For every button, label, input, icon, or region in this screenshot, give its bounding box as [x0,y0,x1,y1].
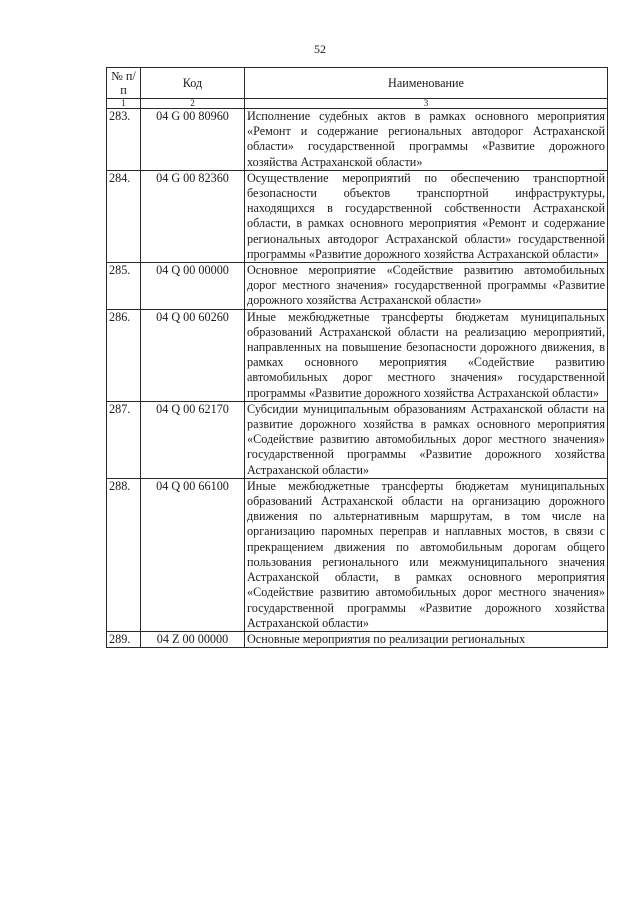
column-index: 3 [245,99,608,109]
row-code: 04 Q 00 60260 [141,309,245,401]
table-row [107,309,608,401]
header-code: Код [141,68,245,99]
row-number: 288. [107,478,141,631]
row-code: 04 G 00 82360 [141,170,245,262]
row-number: 289. [107,631,141,647]
row-name: Осуществление мероприятий по обеспечению транспортной безопасности объектов транспортной инфраструктуры, находящихся в государственной собственности Астраханской области, в рамках основного мероприятия «Ремонт и содержание региональных автодорог Астраханской области» государственной программы «Развитие дорожного хозяйства Астраханской области» [245,170,608,262]
column-index: 1 [107,99,141,109]
table-header-row [107,68,608,99]
row-code: 04 Z 00 00000 [141,631,245,647]
table-row [107,263,608,310]
table-row [107,478,608,631]
row-code: 04 Q 00 00000 [141,263,245,310]
header-num: № п/п [107,68,141,99]
row-number: 283. [107,109,141,171]
page-number: 52 [314,42,326,56]
row-name: Иные межбюджетные трансферты бюджетам муниципальных образований Астраханской области на реализацию мероприятий, направленных на повышение безопасности дорожного движения, в рамках основного мероприятия «Содействие развитию автомобильных дорог местного значения» государственной программы «Развитие дорожного хозяйства Астраханской области» [245,309,608,401]
row-number: 284. [107,170,141,262]
budget-classification-table [106,67,608,648]
table-row [107,170,608,262]
row-code: 04 G 00 80960 [141,109,245,171]
table-row [107,631,608,647]
row-code: 04 Q 00 66100 [141,478,245,631]
row-name: Исполнение судебных актов в рамках основного мероприятия «Ремонт и содержание региональных автодорог Астраханской области» государственной программы «Развитие дорожного хозяйства Астраханской области» [245,109,608,171]
row-number: 285. [107,263,141,310]
row-name: Основные мероприятия по реализации региональных [245,631,608,647]
column-index-row [107,99,608,109]
row-code: 04 Q 00 62170 [141,401,245,478]
row-name: Субсидии муниципальным образованиям Астраханской области на развитие дорожного хозяйства в рамках основного мероприятия «Содействие развитию автомобильных дорог местного значения» государственной программы «Развитие дорожного хозяйства Астраханской области» [245,401,608,478]
row-name: Иные межбюджетные трансферты бюджетам муниципальных образований Астраханской области на организацию дорожного движения по альтернативным маршрутам, в том числе на организацию паромных переправ и наплавных мостов, в связи с прекращением движения по автомобильным дорогам общего пользования регионального или межмуниципального значения Астраханской области, в рамках основного мероприятия «Содействие развитию автомобильных дорог местного значения» государственной программы «Развитие дорожного хозяйства Астраханской области» [245,478,608,631]
column-index: 2 [141,99,245,109]
row-number: 287. [107,401,141,478]
row-name: Основное мероприятие «Содействие развитию автомобильных дорог местного значения» государственной программы «Развитие дорожного хозяйства Астраханской области» [245,263,608,310]
header-name: Наименование [245,68,608,99]
row-number: 286. [107,309,141,401]
table-row [107,109,608,171]
table-row [107,401,608,478]
